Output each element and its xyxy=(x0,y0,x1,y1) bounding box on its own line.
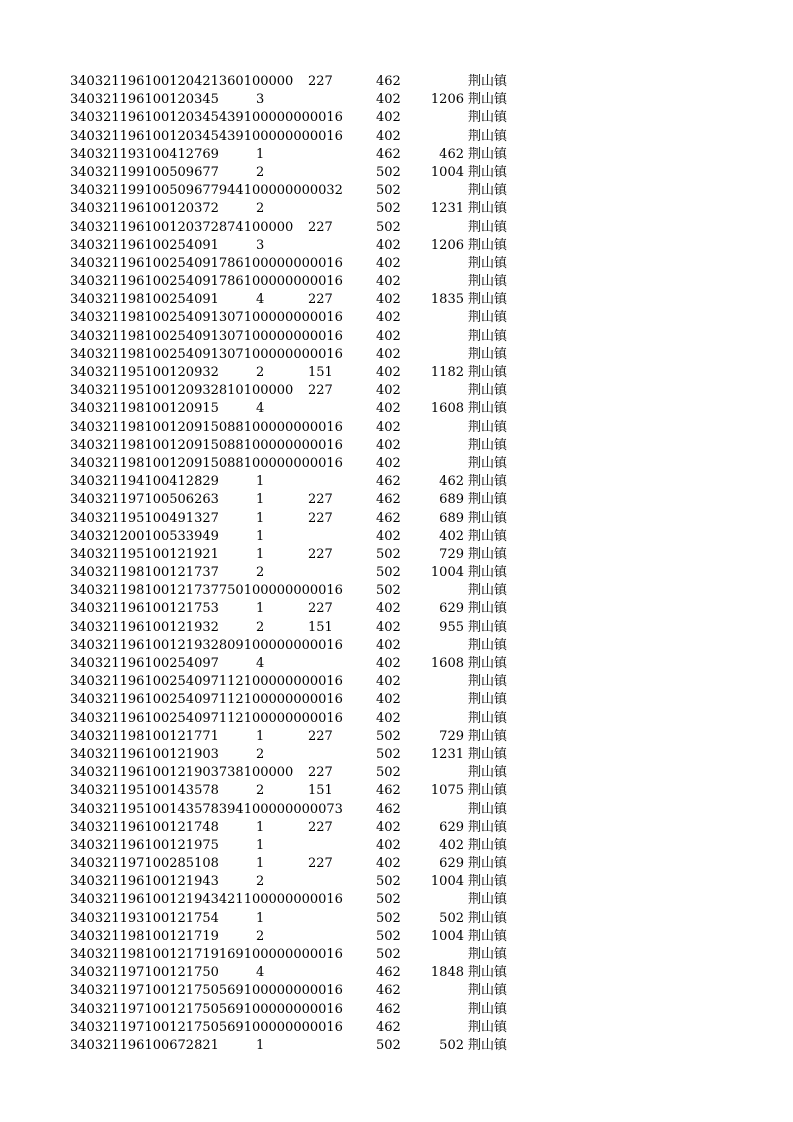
cell-id: 340321196100121903 xyxy=(70,746,219,762)
cell-town: 荆山镇 xyxy=(468,474,508,490)
table-row xyxy=(0,691,793,709)
table-row xyxy=(0,600,793,618)
cell-town: 荆山镇 xyxy=(468,874,508,890)
cell-amount: 402 xyxy=(376,365,401,380)
cell-total: 462 xyxy=(439,146,464,162)
cell-amount: 402 xyxy=(376,346,401,362)
cell-town: 荆山镇 xyxy=(468,74,508,89)
table-row xyxy=(0,1037,793,1055)
table-row xyxy=(0,746,793,764)
cell-id: 340321196100254091 xyxy=(70,237,219,253)
cell-town: 荆山镇 xyxy=(468,656,508,671)
cell-count: 1 xyxy=(256,146,265,162)
table-row xyxy=(0,219,793,237)
table-row xyxy=(0,91,793,109)
cell-id: 340321193100412769 xyxy=(70,146,219,162)
cell-town: 荆山镇 xyxy=(468,528,508,544)
cell-town: 荆山镇 xyxy=(468,565,508,581)
cell-amount: 502 xyxy=(376,1037,401,1053)
table-row xyxy=(0,1019,793,1037)
cell-town: 荆山镇 xyxy=(468,328,508,344)
cell-town: 荆山镇 xyxy=(468,819,508,835)
table-row xyxy=(0,982,793,1000)
table-row xyxy=(0,946,793,964)
cell-id: 340321196100121932809100000000016 xyxy=(70,637,343,653)
cell-town: 荆山镇 xyxy=(468,437,508,453)
table-row xyxy=(0,291,793,309)
cell-town: 荆山镇 xyxy=(468,746,508,762)
cell-town: 荆山镇 xyxy=(468,765,508,781)
table-row xyxy=(0,146,793,164)
table-row xyxy=(0,619,793,637)
cell-total: 1848 xyxy=(430,965,464,981)
cell-id: 340321196100120345439100000000016 xyxy=(70,110,343,126)
cell-total: 1231 xyxy=(430,201,464,217)
table-row xyxy=(0,73,793,91)
cell-town: 荆山镇 xyxy=(468,1019,508,1035)
cell-amount: 462 xyxy=(376,1001,401,1017)
cell-total: 502 xyxy=(439,1037,464,1053)
table-row xyxy=(0,200,793,218)
cell-total: 629 xyxy=(439,601,464,617)
cell-id: 340321196100121975 xyxy=(70,837,219,853)
cell-amount: 502 xyxy=(376,765,401,781)
cell-id: 340321196100121748 xyxy=(70,819,219,835)
cell-amount: 462 xyxy=(376,146,401,162)
cell-total: 462 xyxy=(439,474,464,490)
cell-subsidy: 227 xyxy=(308,74,333,89)
table-row xyxy=(0,873,793,891)
table-row xyxy=(0,964,793,982)
cell-subsidy: 227 xyxy=(308,765,333,781)
cell-total: 502 xyxy=(439,910,464,926)
cell-id: 340321198100254091 xyxy=(70,292,219,308)
cell-town: 荆山镇 xyxy=(468,492,508,508)
cell-count: 2 xyxy=(256,874,265,890)
cell-town: 荆山镇 xyxy=(468,401,508,417)
cell-town: 荆山镇 xyxy=(468,237,508,253)
cell-id: 340321199100509677944100000000032 xyxy=(70,183,343,199)
cell-town: 荆山镇 xyxy=(468,219,508,235)
cell-amount: 502 xyxy=(376,947,401,962)
cell-amount: 462 xyxy=(376,965,401,981)
cell-amount: 462 xyxy=(376,1019,401,1035)
cell-amount: 402 xyxy=(376,419,401,435)
table-row xyxy=(0,637,793,655)
cell-total: 689 xyxy=(439,510,464,526)
table-row xyxy=(0,928,793,946)
table-row xyxy=(0,491,793,509)
cell-town: 荆山镇 xyxy=(468,510,508,526)
cell-total: 1004 xyxy=(430,928,464,944)
cell-town: 荆山镇 xyxy=(468,856,508,872)
cell-subsidy: 151 xyxy=(308,783,333,799)
cell-id: 340321196100254091786100000000016 xyxy=(70,274,343,290)
cell-town: 荆山镇 xyxy=(468,783,508,799)
cell-count: 1 xyxy=(256,1037,265,1053)
cell-amount: 402 xyxy=(376,292,401,308)
cell-id: 340321196100254097112100000000016 xyxy=(70,692,343,708)
cell-town: 荆山镇 xyxy=(468,619,508,635)
cell-amount: 402 xyxy=(376,328,401,344)
cell-count: 1 xyxy=(256,856,265,872)
cell-town: 荆山镇 xyxy=(468,274,508,290)
cell-id: 340321196100254097 xyxy=(70,656,219,671)
cell-id: 340321200100533949 xyxy=(70,528,219,544)
table-row xyxy=(0,855,793,873)
cell-count: 3 xyxy=(256,92,265,108)
cell-subsidy: 151 xyxy=(308,365,333,380)
cell-id: 340321196100120421360100000 xyxy=(70,74,294,89)
cell-amount: 402 xyxy=(376,674,401,690)
cell-town: 荆山镇 xyxy=(468,183,508,199)
cell-id: 340321196100120372874100000 xyxy=(70,219,294,235)
cell-amount: 462 xyxy=(376,492,401,508)
cell-town: 荆山镇 xyxy=(468,255,508,271)
cell-amount: 502 xyxy=(376,728,401,744)
cell-id: 340321197100121750569100000000016 xyxy=(70,1019,343,1035)
table-row xyxy=(0,655,793,673)
cell-town: 荆山镇 xyxy=(468,928,508,944)
cell-town: 荆山镇 xyxy=(468,601,508,617)
cell-id: 340321196100121943421100000000016 xyxy=(70,892,343,908)
table-row xyxy=(0,128,793,146)
cell-amount: 462 xyxy=(376,74,401,89)
cell-id: 340321197100121750 xyxy=(70,965,219,981)
cell-amount: 502 xyxy=(376,928,401,944)
cell-amount: 402 xyxy=(376,310,401,326)
cell-town: 荆山镇 xyxy=(468,455,508,471)
data-table xyxy=(0,73,793,1055)
table-row xyxy=(0,728,793,746)
cell-town: 荆山镇 xyxy=(468,692,508,708)
cell-total: 1835 xyxy=(430,292,464,308)
cell-id: 340321197100506263 xyxy=(70,492,219,508)
cell-id: 340321197100121750569100000000016 xyxy=(70,983,343,999)
cell-town: 荆山镇 xyxy=(468,346,508,362)
table-row xyxy=(0,437,793,455)
cell-count: 1 xyxy=(256,510,265,526)
cell-subsidy: 151 xyxy=(308,619,333,635)
cell-subsidy: 227 xyxy=(308,510,333,526)
cell-town: 荆山镇 xyxy=(468,983,508,999)
cell-id: 340321195100491327 xyxy=(70,510,219,526)
cell-amount: 502 xyxy=(376,201,401,217)
cell-town: 荆山镇 xyxy=(468,892,508,908)
cell-amount: 502 xyxy=(376,183,401,199)
cell-total: 1608 xyxy=(430,656,464,671)
cell-amount: 462 xyxy=(376,474,401,490)
cell-id: 340321193100121754 xyxy=(70,910,219,926)
table-row xyxy=(0,164,793,182)
cell-id: 340321196100121943 xyxy=(70,874,219,890)
table-row xyxy=(0,328,793,346)
cell-count: 2 xyxy=(256,164,265,180)
cell-subsidy: 227 xyxy=(308,219,333,235)
cell-town: 荆山镇 xyxy=(468,110,508,126)
table-row xyxy=(0,891,793,909)
cell-amount: 402 xyxy=(376,455,401,471)
table-row xyxy=(0,182,793,200)
cell-id: 340321196100121903738100000 xyxy=(70,765,294,781)
cell-id: 340321198100254091307100000000016 xyxy=(70,328,343,344)
cell-id: 340321198100254091307100000000016 xyxy=(70,310,343,326)
cell-id: 340321198100120915088100000000016 xyxy=(70,437,343,453)
cell-id: 340321198100120915 xyxy=(70,401,219,417)
cell-amount: 402 xyxy=(376,637,401,653)
cell-town: 荆山镇 xyxy=(468,674,508,690)
cell-id: 340321195100121921 xyxy=(70,546,219,562)
cell-count: 1 xyxy=(256,546,265,562)
table-row xyxy=(0,510,793,528)
cell-amount: 402 xyxy=(376,110,401,126)
cell-amount: 462 xyxy=(376,510,401,526)
cell-total: 729 xyxy=(439,546,464,562)
table-row xyxy=(0,309,793,327)
cell-count: 2 xyxy=(256,201,265,217)
cell-amount: 402 xyxy=(376,819,401,835)
table-row xyxy=(0,910,793,928)
cell-id: 340321196100121753 xyxy=(70,601,219,617)
cell-total: 1182 xyxy=(430,365,464,380)
cell-town: 荆山镇 xyxy=(468,419,508,435)
cell-subsidy: 227 xyxy=(308,601,333,617)
cell-id: 340321195100120932 xyxy=(70,365,219,380)
cell-count: 4 xyxy=(256,656,265,671)
cell-id: 340321197100285108 xyxy=(70,856,219,872)
cell-subsidy: 227 xyxy=(308,383,333,399)
cell-town: 荆山镇 xyxy=(468,910,508,926)
cell-id: 340321198100121719169100000000016 xyxy=(70,947,343,962)
cell-amount: 462 xyxy=(376,801,401,817)
cell-amount: 402 xyxy=(376,128,401,144)
cell-amount: 462 xyxy=(376,783,401,799)
cell-total: 1004 xyxy=(430,874,464,890)
cell-amount: 502 xyxy=(376,546,401,562)
cell-town: 荆山镇 xyxy=(468,92,508,108)
cell-count: 4 xyxy=(256,292,265,308)
table-row xyxy=(0,109,793,127)
cell-count: 2 xyxy=(256,365,265,380)
cell-total: 402 xyxy=(439,528,464,544)
table-row xyxy=(0,255,793,273)
cell-town: 荆山镇 xyxy=(468,837,508,853)
cell-count: 2 xyxy=(256,619,265,635)
cell-amount: 402 xyxy=(376,837,401,853)
table-row xyxy=(0,673,793,691)
cell-amount: 402 xyxy=(376,710,401,726)
cell-total: 629 xyxy=(439,819,464,835)
cell-town: 荆山镇 xyxy=(468,546,508,562)
cell-count: 1 xyxy=(256,910,265,926)
cell-count: 1 xyxy=(256,728,265,744)
cell-id: 340321196100254091786100000000016 xyxy=(70,255,343,271)
cell-count: 2 xyxy=(256,783,265,799)
cell-total: 1004 xyxy=(430,164,464,180)
cell-town: 荆山镇 xyxy=(468,637,508,653)
cell-total: 729 xyxy=(439,728,464,744)
cell-count: 2 xyxy=(256,565,265,581)
table-row xyxy=(0,382,793,400)
cell-count: 4 xyxy=(256,401,265,417)
cell-id: 340321196100120345439100000000016 xyxy=(70,128,343,144)
cell-town: 荆山镇 xyxy=(468,128,508,144)
cell-total: 1608 xyxy=(430,401,464,417)
cell-amount: 502 xyxy=(376,219,401,235)
cell-subsidy: 227 xyxy=(308,546,333,562)
cell-amount: 402 xyxy=(376,255,401,271)
cell-town: 荆山镇 xyxy=(468,728,508,744)
cell-subsidy: 227 xyxy=(308,728,333,744)
cell-id: 340321198100120915088100000000016 xyxy=(70,455,343,471)
cell-amount: 502 xyxy=(376,565,401,581)
cell-id: 340321196100254097112100000000016 xyxy=(70,674,343,690)
cell-total: 1004 xyxy=(430,565,464,581)
cell-count: 2 xyxy=(256,746,265,762)
cell-id: 340321195100120932810100000 xyxy=(70,383,294,399)
table-row xyxy=(0,364,793,382)
cell-id: 340321195100143578 xyxy=(70,783,219,799)
cell-town: 荆山镇 xyxy=(468,164,508,180)
cell-amount: 502 xyxy=(376,164,401,180)
cell-amount: 402 xyxy=(376,619,401,635)
cell-count: 3 xyxy=(256,237,265,253)
table-row xyxy=(0,764,793,782)
cell-count: 1 xyxy=(256,492,265,508)
cell-total: 1206 xyxy=(430,237,464,253)
cell-amount: 502 xyxy=(376,746,401,762)
cell-amount: 402 xyxy=(376,692,401,708)
table-row xyxy=(0,801,793,819)
table-row xyxy=(0,546,793,564)
cell-total: 629 xyxy=(439,856,464,872)
table-row xyxy=(0,837,793,855)
cell-total: 1075 xyxy=(430,783,464,799)
cell-count: 1 xyxy=(256,837,265,853)
cell-id: 340321196100672821 xyxy=(70,1037,219,1053)
cell-subsidy: 227 xyxy=(308,856,333,872)
cell-id: 340321196100254097112100000000016 xyxy=(70,710,343,726)
cell-id: 340321195100143578394100000000073 xyxy=(70,801,343,817)
table-row xyxy=(0,237,793,255)
cell-id: 340321196100120345 xyxy=(70,92,219,108)
table-row xyxy=(0,710,793,728)
cell-count: 1 xyxy=(256,474,265,490)
table-row xyxy=(0,346,793,364)
cell-count: 2 xyxy=(256,928,265,944)
cell-id: 340321196100121932 xyxy=(70,619,219,635)
cell-id: 340321197100121750569100000000016 xyxy=(70,1001,343,1017)
cell-town: 荆山镇 xyxy=(468,801,508,817)
cell-town: 荆山镇 xyxy=(468,710,508,726)
cell-subsidy: 227 xyxy=(308,292,333,308)
cell-town: 荆山镇 xyxy=(468,583,508,599)
cell-amount: 502 xyxy=(376,910,401,926)
cell-town: 荆山镇 xyxy=(468,947,508,962)
cell-town: 荆山镇 xyxy=(468,310,508,326)
cell-town: 荆山镇 xyxy=(468,1037,508,1053)
cell-count: 4 xyxy=(256,965,265,981)
cell-id: 340321199100509677 xyxy=(70,164,219,180)
cell-amount: 402 xyxy=(376,237,401,253)
cell-amount: 402 xyxy=(376,656,401,671)
table-row xyxy=(0,400,793,418)
cell-amount: 502 xyxy=(376,583,401,599)
cell-id: 340321198100121737750100000000016 xyxy=(70,583,343,599)
cell-total: 955 xyxy=(439,619,464,635)
table-row xyxy=(0,455,793,473)
cell-total: 402 xyxy=(439,837,464,853)
table-row xyxy=(0,564,793,582)
table-row xyxy=(0,273,793,291)
table-row xyxy=(0,419,793,437)
table-row xyxy=(0,782,793,800)
cell-count: 1 xyxy=(256,601,265,617)
cell-amount: 402 xyxy=(376,601,401,617)
cell-id: 340321198100120915088100000000016 xyxy=(70,419,343,435)
cell-town: 荆山镇 xyxy=(468,365,508,380)
cell-amount: 402 xyxy=(376,383,401,399)
cell-amount: 502 xyxy=(376,892,401,908)
cell-town: 荆山镇 xyxy=(468,201,508,217)
cell-total: 1206 xyxy=(430,92,464,108)
cell-id: 340321198100121771 xyxy=(70,728,219,744)
cell-total: 1231 xyxy=(430,746,464,762)
cell-amount: 402 xyxy=(376,274,401,290)
cell-amount: 402 xyxy=(376,92,401,108)
cell-amount: 402 xyxy=(376,437,401,453)
table-row xyxy=(0,528,793,546)
table-row xyxy=(0,473,793,491)
cell-id: 340321198100121737 xyxy=(70,565,219,581)
cell-town: 荆山镇 xyxy=(468,1001,508,1017)
cell-amount: 402 xyxy=(376,528,401,544)
cell-town: 荆山镇 xyxy=(468,965,508,981)
cell-id: 340321196100120372 xyxy=(70,201,219,217)
table-row xyxy=(0,819,793,837)
cell-subsidy: 227 xyxy=(308,492,333,508)
cell-id: 340321198100121719 xyxy=(70,928,219,944)
cell-amount: 402 xyxy=(376,401,401,417)
cell-count: 1 xyxy=(256,528,265,544)
table-row xyxy=(0,582,793,600)
cell-id: 340321198100254091307100000000016 xyxy=(70,346,343,362)
cell-count: 1 xyxy=(256,819,265,835)
cell-amount: 402 xyxy=(376,856,401,872)
cell-amount: 502 xyxy=(376,874,401,890)
table-row xyxy=(0,1001,793,1019)
cell-subsidy: 227 xyxy=(308,819,333,835)
cell-amount: 462 xyxy=(376,983,401,999)
cell-town: 荆山镇 xyxy=(468,383,508,399)
cell-id: 340321194100412829 xyxy=(70,474,219,490)
cell-town: 荆山镇 xyxy=(468,292,508,308)
cell-total: 689 xyxy=(439,492,464,508)
cell-town: 荆山镇 xyxy=(468,146,508,162)
